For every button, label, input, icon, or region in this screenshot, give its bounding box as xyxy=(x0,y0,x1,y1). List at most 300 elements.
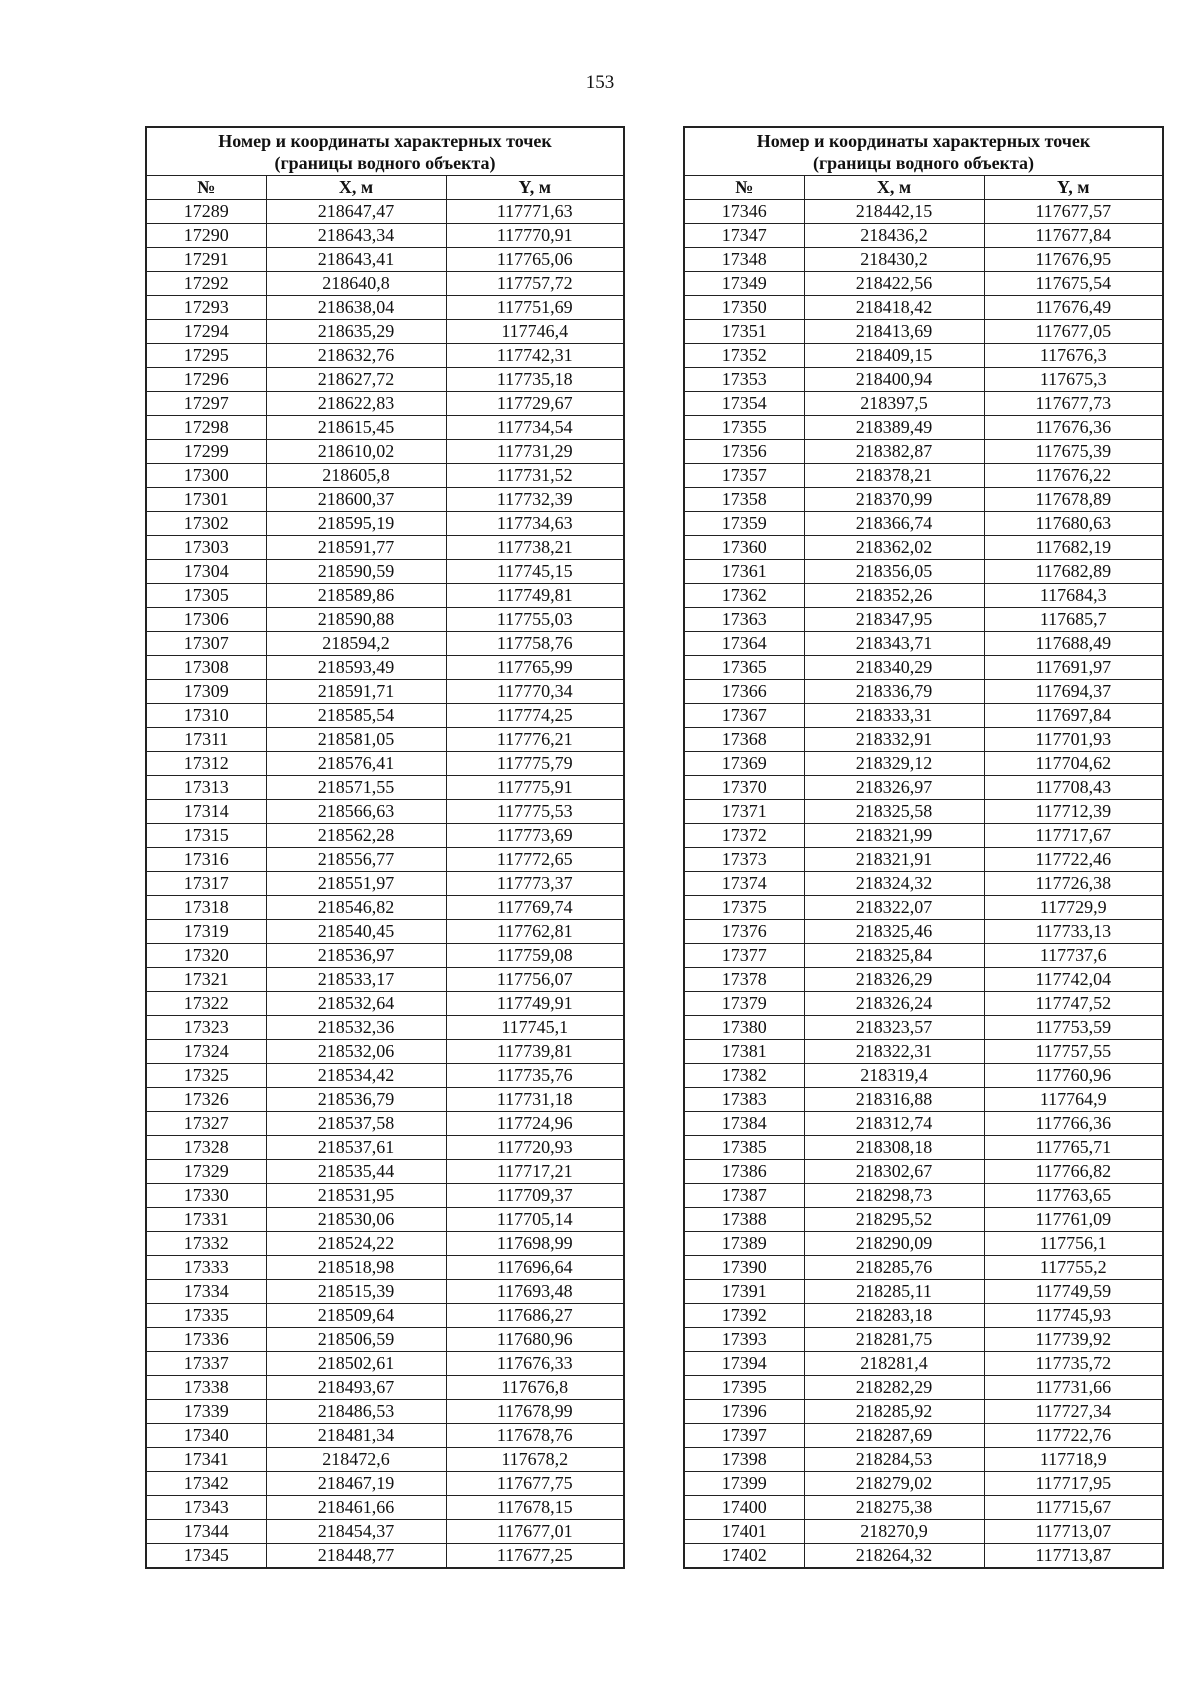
x-coordinate-cell: 218279,02 xyxy=(804,1472,984,1496)
table-row xyxy=(146,440,624,464)
point-number-cell: 17371 xyxy=(684,800,804,824)
point-number-cell: 17345 xyxy=(146,1544,266,1569)
x-coordinate-cell: 218285,76 xyxy=(804,1256,984,1280)
point-number-cell: 17311 xyxy=(146,728,266,752)
table-row xyxy=(684,344,1163,368)
point-number-cell: 17361 xyxy=(684,560,804,584)
y-coordinate-cell: 117742,04 xyxy=(984,968,1163,992)
table-row xyxy=(146,752,624,776)
y-coordinate-cell: 117684,3 xyxy=(984,584,1163,608)
x-coordinate-cell: 218524,22 xyxy=(266,1232,446,1256)
point-number-cell: 17352 xyxy=(684,344,804,368)
x-coordinate-cell: 218502,61 xyxy=(266,1352,446,1376)
table-row xyxy=(146,464,624,488)
point-number-cell: 17297 xyxy=(146,392,266,416)
point-number-cell: 17298 xyxy=(146,416,266,440)
point-number-cell: 17289 xyxy=(146,200,266,224)
x-coordinate-cell: 218281,75 xyxy=(804,1328,984,1352)
y-coordinate-cell: 117735,72 xyxy=(984,1352,1163,1376)
table-row xyxy=(684,1040,1163,1064)
x-coordinate-cell: 218316,88 xyxy=(804,1088,984,1112)
y-coordinate-cell: 117769,74 xyxy=(446,896,624,920)
point-number-cell: 17354 xyxy=(684,392,804,416)
point-number-cell: 17393 xyxy=(684,1328,804,1352)
table-row xyxy=(684,1328,1163,1352)
table-row xyxy=(684,872,1163,896)
point-number-cell: 17389 xyxy=(684,1232,804,1256)
x-coordinate-cell: 218448,77 xyxy=(266,1544,446,1569)
x-coordinate-cell: 218585,54 xyxy=(266,704,446,728)
table-row xyxy=(146,1184,624,1208)
table-row xyxy=(684,1184,1163,1208)
point-number-cell: 17303 xyxy=(146,536,266,560)
table-row xyxy=(684,416,1163,440)
table-row xyxy=(146,488,624,512)
point-number-cell: 17392 xyxy=(684,1304,804,1328)
table-row xyxy=(146,224,624,248)
table-row xyxy=(146,1544,624,1569)
y-coordinate-cell: 117729,67 xyxy=(446,392,624,416)
point-number-cell: 17320 xyxy=(146,944,266,968)
y-coordinate-cell: 117688,49 xyxy=(984,632,1163,656)
y-coordinate-cell: 117759,08 xyxy=(446,944,624,968)
y-coordinate-cell: 117678,2 xyxy=(446,1448,624,1472)
x-coordinate-cell: 218326,24 xyxy=(804,992,984,1016)
point-number-cell: 17290 xyxy=(146,224,266,248)
x-coordinate-cell: 218322,31 xyxy=(804,1040,984,1064)
x-coordinate-cell: 218532,36 xyxy=(266,1016,446,1040)
x-coordinate-cell: 218285,11 xyxy=(804,1280,984,1304)
table-row xyxy=(684,1472,1163,1496)
y-coordinate-cell: 117726,38 xyxy=(984,872,1163,896)
table-row xyxy=(684,824,1163,848)
x-coordinate-cell: 218530,06 xyxy=(266,1208,446,1232)
x-coordinate-cell: 218312,74 xyxy=(804,1112,984,1136)
y-coordinate-cell: 117774,25 xyxy=(446,704,624,728)
x-coordinate-cell: 218329,12 xyxy=(804,752,984,776)
table-row xyxy=(684,1016,1163,1040)
table-row xyxy=(684,728,1163,752)
column-header-y: Y, м xyxy=(984,176,1163,200)
y-coordinate-cell: 117753,59 xyxy=(984,1016,1163,1040)
y-coordinate-cell: 117720,93 xyxy=(446,1136,624,1160)
point-number-cell: 17310 xyxy=(146,704,266,728)
x-coordinate-cell: 218302,67 xyxy=(804,1160,984,1184)
x-coordinate-cell: 218454,37 xyxy=(266,1520,446,1544)
point-number-cell: 17358 xyxy=(684,488,804,512)
y-coordinate-cell: 117775,53 xyxy=(446,800,624,824)
y-coordinate-cell: 117712,39 xyxy=(984,800,1163,824)
y-coordinate-cell: 117745,15 xyxy=(446,560,624,584)
table-row xyxy=(146,968,624,992)
table-row xyxy=(684,1520,1163,1544)
x-coordinate-cell: 218332,91 xyxy=(804,728,984,752)
point-number-cell: 17353 xyxy=(684,368,804,392)
x-coordinate-cell: 218533,17 xyxy=(266,968,446,992)
y-coordinate-cell: 117772,65 xyxy=(446,848,624,872)
y-coordinate-cell: 117677,84 xyxy=(984,224,1163,248)
point-number-cell: 17327 xyxy=(146,1112,266,1136)
point-number-cell: 17323 xyxy=(146,1016,266,1040)
x-coordinate-cell: 218481,34 xyxy=(266,1424,446,1448)
x-coordinate-cell: 218593,49 xyxy=(266,656,446,680)
table-row xyxy=(146,1040,624,1064)
x-coordinate-cell: 218532,06 xyxy=(266,1040,446,1064)
point-number-cell: 17340 xyxy=(146,1424,266,1448)
table-row xyxy=(684,1208,1163,1232)
table-row xyxy=(146,416,624,440)
y-coordinate-cell: 117694,37 xyxy=(984,680,1163,704)
point-number-cell: 17324 xyxy=(146,1040,266,1064)
y-coordinate-cell: 117677,75 xyxy=(446,1472,624,1496)
table-row xyxy=(146,1400,624,1424)
point-number-cell: 17362 xyxy=(684,584,804,608)
table-row xyxy=(146,1496,624,1520)
x-coordinate-cell: 218506,59 xyxy=(266,1328,446,1352)
table-row xyxy=(146,1136,624,1160)
table-row xyxy=(146,392,624,416)
y-coordinate-cell: 117713,07 xyxy=(984,1520,1163,1544)
table-row xyxy=(146,512,624,536)
point-number-cell: 17349 xyxy=(684,272,804,296)
point-number-cell: 17302 xyxy=(146,512,266,536)
table-row xyxy=(684,536,1163,560)
point-number-cell: 17295 xyxy=(146,344,266,368)
table-row xyxy=(684,1064,1163,1088)
point-number-cell: 17299 xyxy=(146,440,266,464)
table-row xyxy=(146,1232,624,1256)
point-number-cell: 17355 xyxy=(684,416,804,440)
y-coordinate-cell: 117676,49 xyxy=(984,296,1163,320)
table-row xyxy=(146,608,624,632)
point-number-cell: 17343 xyxy=(146,1496,266,1520)
table-row xyxy=(684,1448,1163,1472)
point-number-cell: 17306 xyxy=(146,608,266,632)
point-number-cell: 17382 xyxy=(684,1064,804,1088)
x-coordinate-cell: 218509,64 xyxy=(266,1304,446,1328)
point-number-cell: 17377 xyxy=(684,944,804,968)
y-coordinate-cell: 117734,54 xyxy=(446,416,624,440)
y-coordinate-cell: 117682,89 xyxy=(984,560,1163,584)
point-number-cell: 17397 xyxy=(684,1424,804,1448)
y-coordinate-cell: 117682,19 xyxy=(984,536,1163,560)
x-coordinate-cell: 218336,79 xyxy=(804,680,984,704)
x-coordinate-cell: 218356,05 xyxy=(804,560,984,584)
table-row xyxy=(684,1424,1163,1448)
x-coordinate-cell: 218370,99 xyxy=(804,488,984,512)
table-row xyxy=(146,344,624,368)
y-coordinate-cell: 117747,52 xyxy=(984,992,1163,1016)
x-coordinate-cell: 218589,86 xyxy=(266,584,446,608)
x-coordinate-cell: 218643,41 xyxy=(266,248,446,272)
x-coordinate-cell: 218325,46 xyxy=(804,920,984,944)
y-coordinate-cell: 117708,43 xyxy=(984,776,1163,800)
y-coordinate-cell: 117742,31 xyxy=(446,344,624,368)
y-coordinate-cell: 117685,7 xyxy=(984,608,1163,632)
point-number-cell: 17294 xyxy=(146,320,266,344)
x-coordinate-cell: 218298,73 xyxy=(804,1184,984,1208)
x-coordinate-cell: 218322,07 xyxy=(804,896,984,920)
table-row xyxy=(146,1064,624,1088)
x-coordinate-cell: 218283,18 xyxy=(804,1304,984,1328)
y-coordinate-cell: 117745,1 xyxy=(446,1016,624,1040)
table-row xyxy=(146,1448,624,1472)
table-row xyxy=(684,248,1163,272)
table-row xyxy=(146,800,624,824)
table-row xyxy=(684,1280,1163,1304)
x-coordinate-cell: 218270,9 xyxy=(804,1520,984,1544)
point-number-cell: 17402 xyxy=(684,1544,804,1569)
point-number-cell: 17308 xyxy=(146,656,266,680)
point-number-cell: 17372 xyxy=(684,824,804,848)
table-row xyxy=(146,1208,624,1232)
table-row xyxy=(146,1280,624,1304)
table-row xyxy=(684,1112,1163,1136)
table-row xyxy=(146,920,624,944)
table-row xyxy=(684,512,1163,536)
column-header-y: Y, м xyxy=(446,176,624,200)
x-coordinate-cell: 218378,21 xyxy=(804,464,984,488)
x-coordinate-cell: 218643,34 xyxy=(266,224,446,248)
x-coordinate-cell: 218590,59 xyxy=(266,560,446,584)
x-coordinate-cell: 218409,15 xyxy=(804,344,984,368)
coordinates-table-left xyxy=(145,126,625,1569)
point-number-cell: 17334 xyxy=(146,1280,266,1304)
point-number-cell: 17314 xyxy=(146,800,266,824)
point-number-cell: 17337 xyxy=(146,1352,266,1376)
point-number-cell: 17313 xyxy=(146,776,266,800)
y-coordinate-cell: 117717,21 xyxy=(446,1160,624,1184)
table-row xyxy=(684,944,1163,968)
y-coordinate-cell: 117691,97 xyxy=(984,656,1163,680)
point-number-cell: 17381 xyxy=(684,1040,804,1064)
table-row xyxy=(146,872,624,896)
point-number-cell: 17347 xyxy=(684,224,804,248)
coordinates-table-right xyxy=(683,126,1164,1569)
x-coordinate-cell: 218638,04 xyxy=(266,296,446,320)
table-row xyxy=(146,1328,624,1352)
y-coordinate-cell: 117705,14 xyxy=(446,1208,624,1232)
table-row xyxy=(146,1424,624,1448)
table-row xyxy=(146,1016,624,1040)
point-number-cell: 17332 xyxy=(146,1232,266,1256)
x-coordinate-cell: 218622,83 xyxy=(266,392,446,416)
x-coordinate-cell: 218324,32 xyxy=(804,872,984,896)
x-coordinate-cell: 218536,79 xyxy=(266,1088,446,1112)
table-row xyxy=(684,656,1163,680)
point-number-cell: 17350 xyxy=(684,296,804,320)
y-coordinate-cell: 117749,59 xyxy=(984,1280,1163,1304)
x-coordinate-cell: 218537,61 xyxy=(266,1136,446,1160)
x-coordinate-cell: 218562,28 xyxy=(266,824,446,848)
x-coordinate-cell: 218343,71 xyxy=(804,632,984,656)
point-number-cell: 17328 xyxy=(146,1136,266,1160)
column-header-x: X, м xyxy=(804,176,984,200)
x-coordinate-cell: 218594,2 xyxy=(266,632,446,656)
table-row xyxy=(684,1136,1163,1160)
y-coordinate-cell: 117718,9 xyxy=(984,1448,1163,1472)
y-coordinate-cell: 117698,99 xyxy=(446,1232,624,1256)
x-coordinate-cell: 218461,66 xyxy=(266,1496,446,1520)
x-coordinate-cell: 218595,19 xyxy=(266,512,446,536)
y-coordinate-cell: 117739,81 xyxy=(446,1040,624,1064)
table-row xyxy=(684,608,1163,632)
x-coordinate-cell: 218534,42 xyxy=(266,1064,446,1088)
point-number-cell: 17351 xyxy=(684,320,804,344)
x-coordinate-cell: 218566,63 xyxy=(266,800,446,824)
y-coordinate-cell: 117696,64 xyxy=(446,1256,624,1280)
point-number-cell: 17370 xyxy=(684,776,804,800)
point-number-cell: 17335 xyxy=(146,1304,266,1328)
y-coordinate-cell: 117771,63 xyxy=(446,200,624,224)
y-coordinate-cell: 117762,81 xyxy=(446,920,624,944)
x-coordinate-cell: 218591,71 xyxy=(266,680,446,704)
table-row xyxy=(146,296,624,320)
y-coordinate-cell: 117676,3 xyxy=(984,344,1163,368)
table-row xyxy=(146,1112,624,1136)
table-row xyxy=(684,584,1163,608)
point-number-cell: 17386 xyxy=(684,1160,804,1184)
point-number-cell: 17307 xyxy=(146,632,266,656)
table-row xyxy=(684,800,1163,824)
table-row xyxy=(684,776,1163,800)
point-number-cell: 17301 xyxy=(146,488,266,512)
x-coordinate-cell: 218518,98 xyxy=(266,1256,446,1280)
y-coordinate-cell: 117715,67 xyxy=(984,1496,1163,1520)
y-coordinate-cell: 117675,54 xyxy=(984,272,1163,296)
table-row xyxy=(684,560,1163,584)
table-row xyxy=(146,1376,624,1400)
point-number-cell: 17365 xyxy=(684,656,804,680)
table-row xyxy=(146,992,624,1016)
table-row xyxy=(684,1352,1163,1376)
y-coordinate-cell: 117676,95 xyxy=(984,248,1163,272)
point-number-cell: 17326 xyxy=(146,1088,266,1112)
x-coordinate-cell: 218282,29 xyxy=(804,1376,984,1400)
table-row xyxy=(146,848,624,872)
table-row xyxy=(684,392,1163,416)
y-coordinate-cell: 117745,93 xyxy=(984,1304,1163,1328)
point-number-cell: 17333 xyxy=(146,1256,266,1280)
table-body xyxy=(146,200,624,1569)
x-coordinate-cell: 218571,55 xyxy=(266,776,446,800)
x-coordinate-cell: 218430,2 xyxy=(804,248,984,272)
table-row xyxy=(146,656,624,680)
y-coordinate-cell: 117677,01 xyxy=(446,1520,624,1544)
y-coordinate-cell: 117733,13 xyxy=(984,920,1163,944)
table-title-line2: (границы водного объекта) xyxy=(812,152,1035,173)
x-coordinate-cell: 218382,87 xyxy=(804,440,984,464)
x-coordinate-cell: 218532,64 xyxy=(266,992,446,1016)
y-coordinate-cell: 117763,65 xyxy=(984,1184,1163,1208)
y-coordinate-cell: 117717,67 xyxy=(984,824,1163,848)
point-number-cell: 17373 xyxy=(684,848,804,872)
x-coordinate-cell: 218418,42 xyxy=(804,296,984,320)
point-number-cell: 17317 xyxy=(146,872,266,896)
y-coordinate-cell: 117739,92 xyxy=(984,1328,1163,1352)
x-coordinate-cell: 218540,45 xyxy=(266,920,446,944)
y-coordinate-cell: 117756,1 xyxy=(984,1232,1163,1256)
point-number-cell: 17339 xyxy=(146,1400,266,1424)
table-row xyxy=(146,776,624,800)
table-row xyxy=(684,368,1163,392)
x-coordinate-cell: 218546,82 xyxy=(266,896,446,920)
table-row xyxy=(684,272,1163,296)
point-number-cell: 17329 xyxy=(146,1160,266,1184)
point-number-cell: 17399 xyxy=(684,1472,804,1496)
table-row xyxy=(146,248,624,272)
y-coordinate-cell: 117732,39 xyxy=(446,488,624,512)
table-row xyxy=(146,1352,624,1376)
table-row xyxy=(146,368,624,392)
y-coordinate-cell: 117678,89 xyxy=(984,488,1163,512)
x-coordinate-cell: 218576,41 xyxy=(266,752,446,776)
point-number-cell: 17391 xyxy=(684,1280,804,1304)
x-coordinate-cell: 218515,39 xyxy=(266,1280,446,1304)
y-coordinate-cell: 117709,37 xyxy=(446,1184,624,1208)
x-coordinate-cell: 218325,58 xyxy=(804,800,984,824)
table-row xyxy=(684,992,1163,1016)
table-row xyxy=(146,1304,624,1328)
point-number-cell: 17315 xyxy=(146,824,266,848)
y-coordinate-cell: 117704,62 xyxy=(984,752,1163,776)
column-header-x: X, м xyxy=(266,176,446,200)
x-coordinate-cell: 218347,95 xyxy=(804,608,984,632)
point-number-cell: 17400 xyxy=(684,1496,804,1520)
x-coordinate-cell: 218326,29 xyxy=(804,968,984,992)
table-row xyxy=(684,752,1163,776)
point-number-cell: 17296 xyxy=(146,368,266,392)
table-row xyxy=(684,1496,1163,1520)
x-coordinate-cell: 218535,44 xyxy=(266,1160,446,1184)
point-number-cell: 17383 xyxy=(684,1088,804,1112)
x-coordinate-cell: 218308,18 xyxy=(804,1136,984,1160)
x-coordinate-cell: 218486,53 xyxy=(266,1400,446,1424)
x-coordinate-cell: 218290,09 xyxy=(804,1232,984,1256)
y-coordinate-cell: 117765,99 xyxy=(446,656,624,680)
y-coordinate-cell: 117770,34 xyxy=(446,680,624,704)
table-row xyxy=(684,1256,1163,1280)
y-coordinate-cell: 117731,29 xyxy=(446,440,624,464)
point-number-cell: 17359 xyxy=(684,512,804,536)
point-number-cell: 17398 xyxy=(684,1448,804,1472)
x-coordinate-cell: 218600,37 xyxy=(266,488,446,512)
x-coordinate-cell: 218295,52 xyxy=(804,1208,984,1232)
y-coordinate-cell: 117775,79 xyxy=(446,752,624,776)
x-coordinate-cell: 218493,67 xyxy=(266,1376,446,1400)
table-row xyxy=(684,1376,1163,1400)
point-number-cell: 17356 xyxy=(684,440,804,464)
point-number-cell: 17374 xyxy=(684,872,804,896)
table-row xyxy=(684,1304,1163,1328)
table-row xyxy=(146,200,624,224)
point-number-cell: 17291 xyxy=(146,248,266,272)
column-header-number: № xyxy=(146,176,266,200)
x-coordinate-cell: 218627,72 xyxy=(266,368,446,392)
point-number-cell: 17363 xyxy=(684,608,804,632)
y-coordinate-cell: 117757,55 xyxy=(984,1040,1163,1064)
table-row xyxy=(684,1544,1163,1569)
point-number-cell: 17367 xyxy=(684,704,804,728)
x-coordinate-cell: 218413,69 xyxy=(804,320,984,344)
table-row xyxy=(146,704,624,728)
point-number-cell: 17395 xyxy=(684,1376,804,1400)
point-number-cell: 17364 xyxy=(684,632,804,656)
y-coordinate-cell: 117676,36 xyxy=(984,416,1163,440)
x-coordinate-cell: 218536,97 xyxy=(266,944,446,968)
y-coordinate-cell: 117755,03 xyxy=(446,608,624,632)
x-coordinate-cell: 218635,29 xyxy=(266,320,446,344)
